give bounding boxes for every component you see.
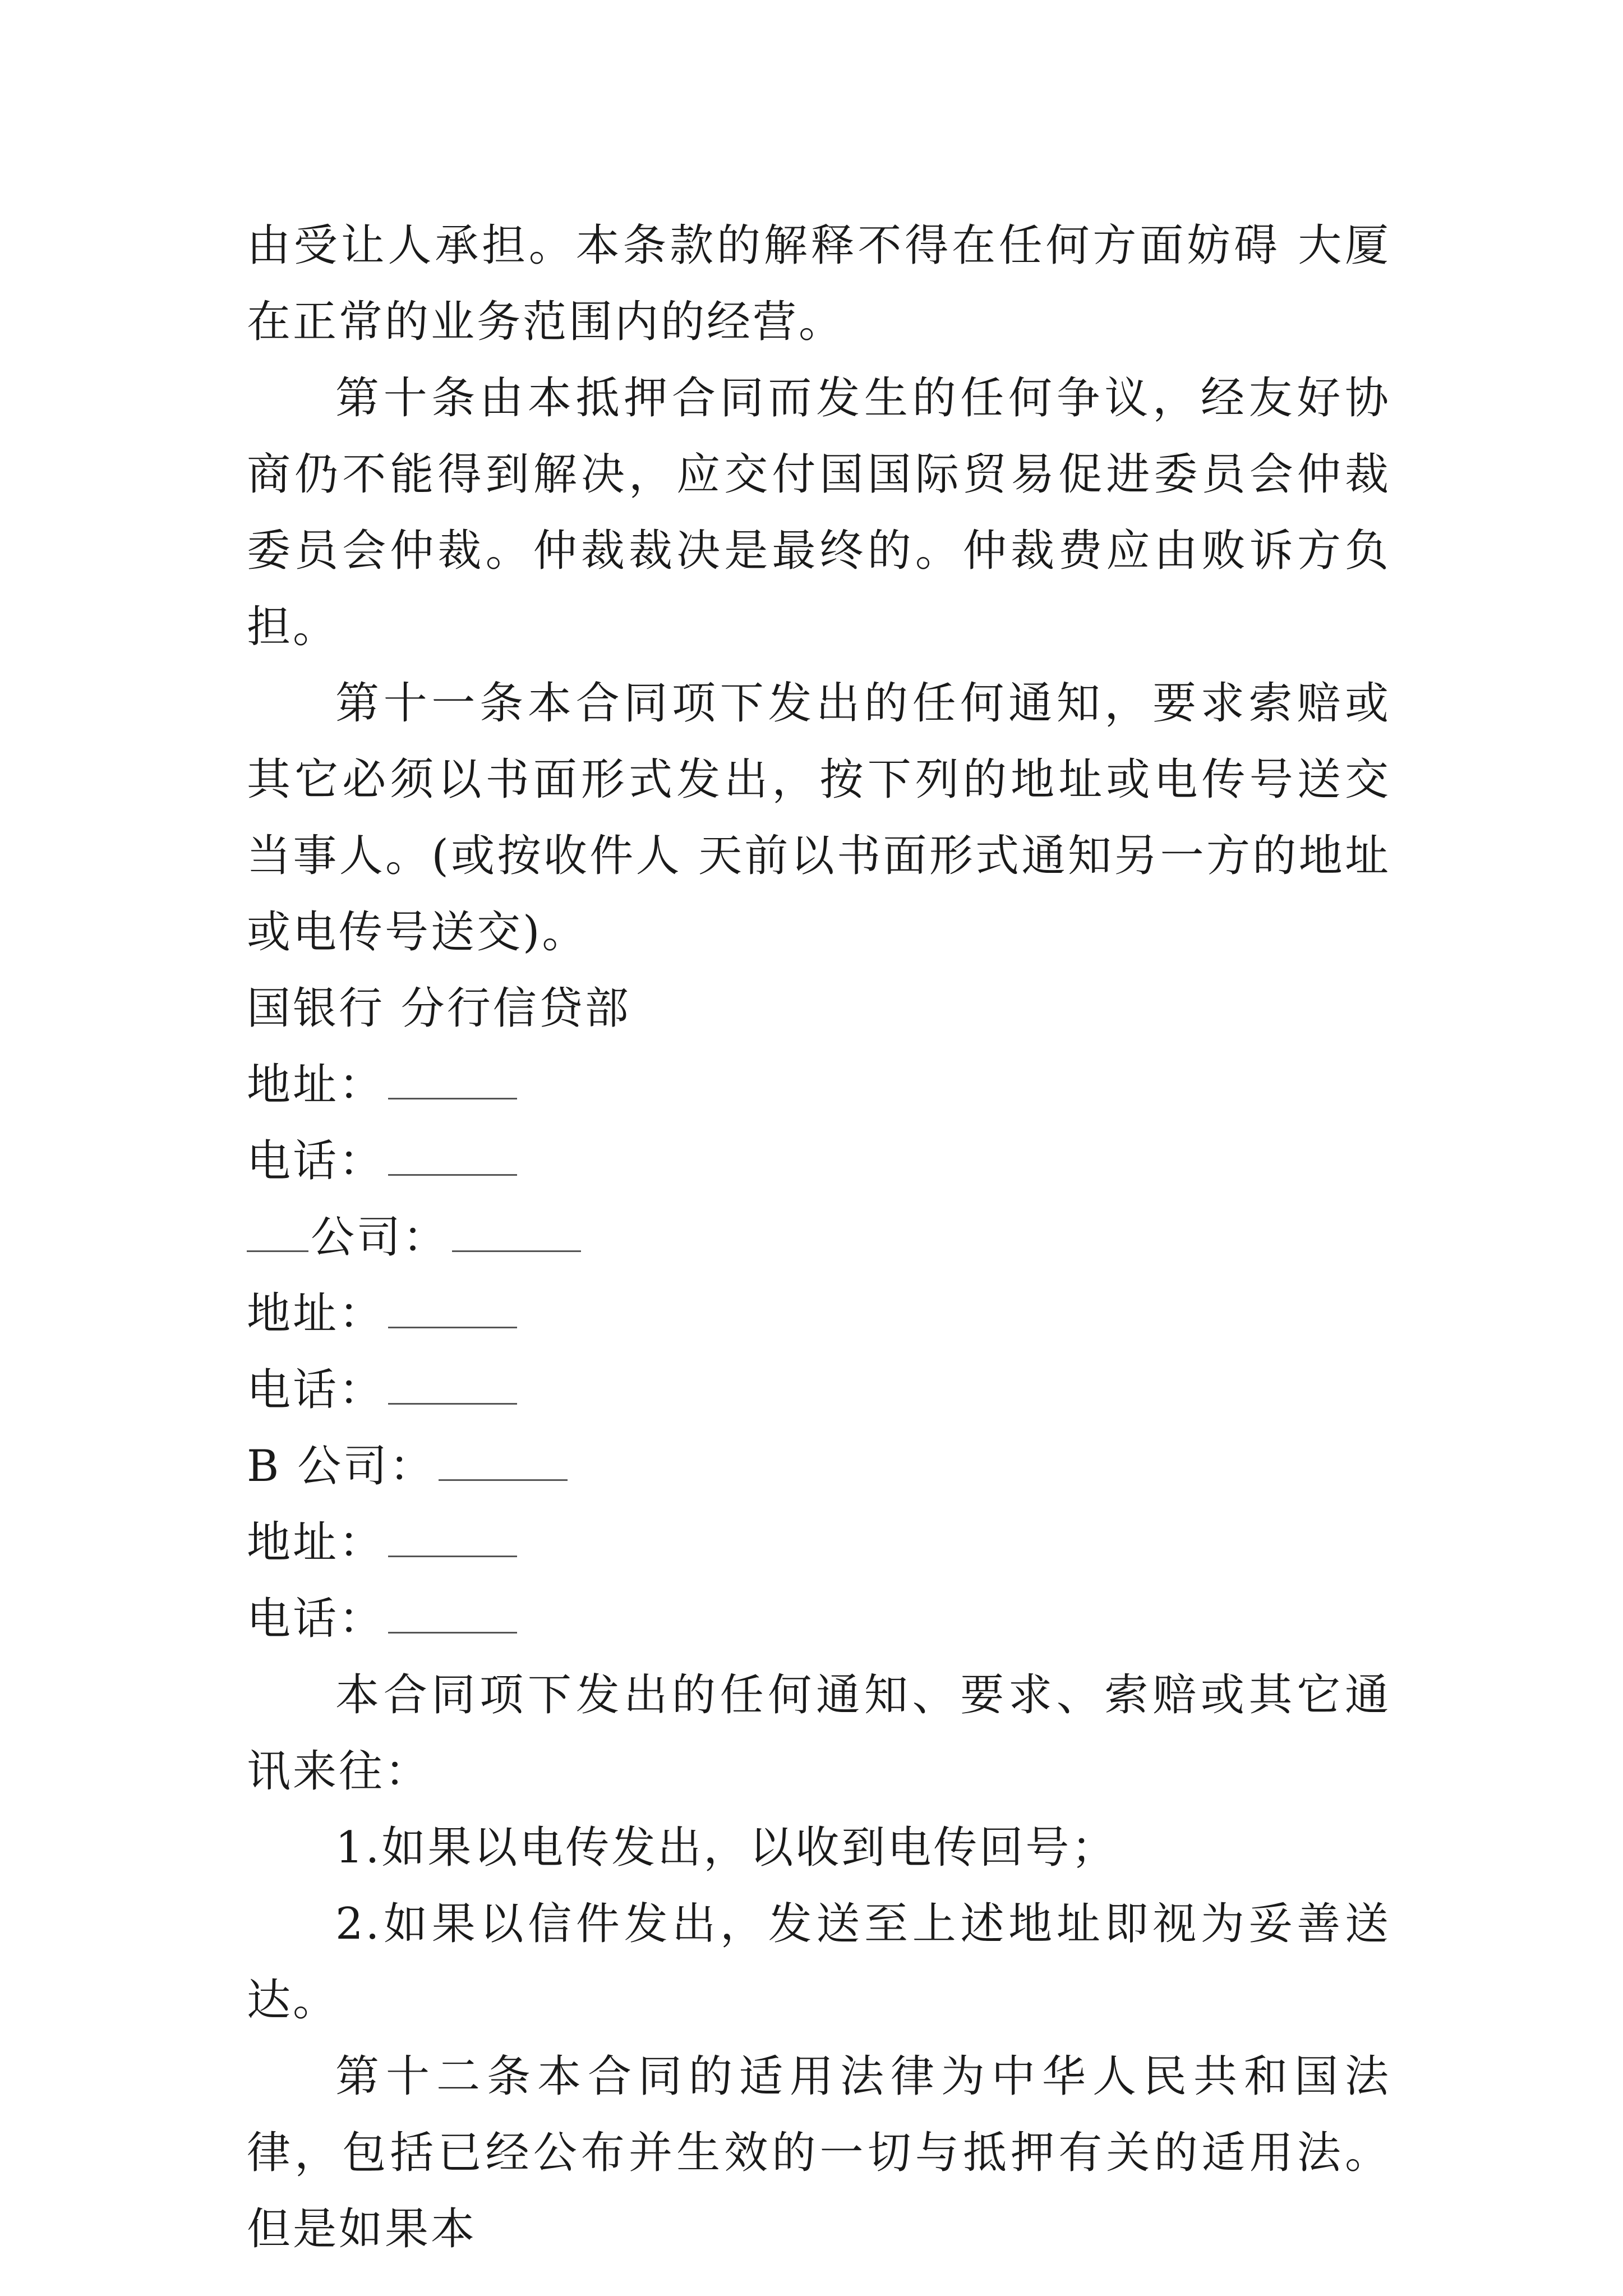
company-a-address-row [247,1276,1391,1352]
bank-phone-blank [388,1139,517,1176]
bank-title [247,970,1391,1047]
paragraph-continuation: 由受让人承担。本条款的解释不得在任何方面妨碍 大厦在正常的业务范围内的经营。 [247,220,1391,347]
company-b-title: B 公司： [247,1441,436,1492]
bank-phone-label: 电话： [247,1136,385,1186]
company-a-title: 公司： [311,1212,449,1263]
notice-item-2: 2.如果以信件发出，发送至上述地址即视为妥善送达。 [247,1899,1391,2026]
bank-address-blank [388,1063,517,1099]
notice-item-1: 1.如果以电传发出，以收到电传回号； [335,1823,1118,1873]
company-b-phone-blank [388,1597,517,1634]
company-b-address-label: 地址： [247,1517,385,1568]
company-a-address-blank [388,1292,517,1328]
bank-phone-row [247,1123,1391,1199]
company-b-address-row [247,1504,1391,1581]
company-a-name-blank [247,1216,308,1252]
bank-address-row [247,1047,1391,1123]
company-a-blank [452,1216,581,1252]
article-10: 第十条由本抵押合同而发生的任何争议，经友好协商仍不能得到解决，应交付国国际贸易促进委员会仲裁委员会仲裁。仲裁裁决是最终的。仲裁费应由败诉方负担。 [247,373,1391,652]
bank-title-text: 国银行 分行信贷部 [247,983,631,1034]
company-a-phone-row [247,1352,1391,1428]
company-a-title-row [247,1199,1391,1276]
company-b-phone-row [247,1581,1391,1657]
company-b-blank [439,1444,568,1481]
company-b-address-blank [388,1521,517,1557]
bank-address-label: 地址： [247,1060,385,1110]
notice-intro: 本合同项下发出的任何通知、要求、索赔或其它通讯来往： [247,1670,1391,1797]
company-a-phone-blank [388,1368,517,1405]
company-a-address-label: 地址： [247,1289,385,1339]
article-11: 第十一条本合同项下发出的任何通知，要求索赔或其它必须以书面形式发出，按下列的地址或电传号送交当事人。(或按收件人 天前以书面形式通知另一方的地址或电传号送交)。 [247,678,1391,958]
company-b-title-row [247,1428,1391,1504]
article-12: 第十二条本合同的适用法律为中华人民共和国法律，包括已经公布并生效的一切与抵押有关的适用法。但是如果本 [247,2051,1391,2254]
company-a-phone-label: 电话： [247,1365,385,1415]
contract-body [247,208,1391,2267]
company-b-phone-label: 电话： [247,1594,385,1644]
